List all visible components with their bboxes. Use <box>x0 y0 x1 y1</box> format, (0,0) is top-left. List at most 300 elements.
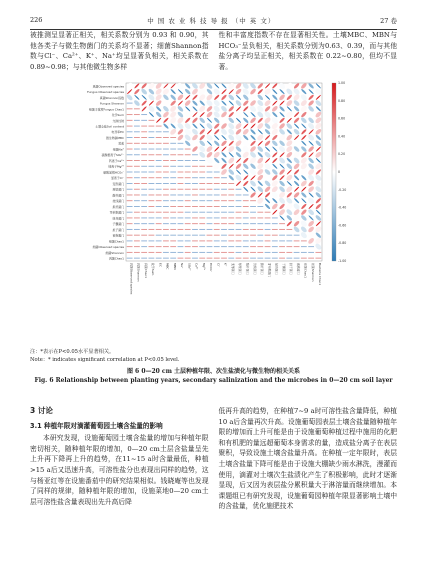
correlation-value-mark <box>163 183 169 184</box>
page-number: 226 <box>30 16 43 24</box>
correlation-value-mark <box>250 223 256 224</box>
correlation-value-mark <box>199 160 205 161</box>
correlation-value-mark <box>127 183 133 184</box>
correlation-value-mark <box>221 235 227 236</box>
column-label: 子囊菌门 <box>281 263 286 275</box>
correlation-value-mark <box>221 189 227 190</box>
correlation-value-mark <box>127 177 133 178</box>
colorbar-tick-label: -0.60 <box>338 223 347 228</box>
correlation-value-mark <box>221 246 227 247</box>
top-left-paragraph: 被推测呈显著正相关，相关系数分别为 0.93 和 0.90，其他各类子与微生物菌门的关系均不显著；细菌Shannon指数与Cl⁻、Ca²⁺、K⁺、Na⁺均呈显著负相关，相关系数在 0.89~0.98；与其他微生物多样 <box>30 31 209 71</box>
correlation-value-mark <box>163 143 169 144</box>
correlation-value-mark <box>134 166 140 167</box>
correlation-value-mark <box>127 137 133 138</box>
correlation-value-mark <box>141 126 147 127</box>
correlation-value-mark <box>156 240 162 241</box>
correlation-value-mark <box>214 206 220 207</box>
correlation-value-mark <box>149 154 155 155</box>
correlation-value-mark <box>236 252 242 253</box>
column-label: EC <box>158 263 163 267</box>
correlation-value-mark <box>163 217 169 218</box>
correlation-value-mark <box>192 177 198 178</box>
correlation-value-mark <box>228 235 234 236</box>
correlation-value-mark <box>301 246 307 247</box>
column-label: 放线菌门 <box>252 263 257 275</box>
top-text-block <box>30 30 397 72</box>
correlation-value-mark <box>127 172 133 173</box>
correlation-value-mark <box>192 154 198 155</box>
correlation-value-mark <box>221 240 227 241</box>
correlation-value-mark <box>192 229 198 230</box>
correlation-value-mark <box>279 235 285 236</box>
correlation-value-mark <box>141 252 147 253</box>
correlation-value-mark <box>185 166 191 167</box>
correlation-value-mark <box>127 235 133 236</box>
correlation-value-mark <box>214 200 220 201</box>
correlation-value-mark <box>265 240 271 241</box>
correlation-value-mark <box>170 200 176 201</box>
correlation-value-mark <box>250 212 256 213</box>
correlation-value-mark <box>149 120 155 121</box>
correlation-value-mark <box>192 166 198 167</box>
row-label: 厚壁菌门 <box>112 187 124 192</box>
correlation-value-mark <box>149 143 155 144</box>
correlation-value-mark <box>185 154 191 155</box>
correlation-value-mark <box>308 246 314 247</box>
row-label: 氯离子Cl⁻ <box>110 176 124 181</box>
correlation-value-mark <box>141 246 147 247</box>
correlation-value-mark <box>207 200 213 201</box>
correlation-value-mark <box>134 137 140 138</box>
column-label: 真菌Shannon <box>136 263 141 282</box>
correlation-value-mark <box>236 206 242 207</box>
correlation-value-mark <box>170 217 176 218</box>
correlation-value-mark <box>243 235 249 236</box>
correlation-value-mark <box>294 252 300 253</box>
correlation-value-mark <box>228 217 234 218</box>
correlation-value-mark <box>243 246 249 247</box>
colorbar-tick-label: 0.60 <box>338 116 346 121</box>
correlation-value-mark <box>301 240 307 241</box>
correlation-value-mark <box>286 235 292 236</box>
correlation-value-mark <box>199 166 205 167</box>
correlation-value-mark <box>170 172 176 173</box>
correlation-value-mark <box>127 149 133 150</box>
row-label: 钙离子Ca²⁺ <box>108 158 124 163</box>
row-label: 真菌Chao1 <box>108 256 124 261</box>
correlation-value-mark <box>127 212 133 213</box>
correlation-value-mark <box>250 229 256 230</box>
correlation-value-mark <box>134 195 140 196</box>
correlation-value-mark <box>134 235 140 236</box>
correlation-value-mark <box>127 114 133 115</box>
correlation-value-mark <box>127 206 133 207</box>
column-label: SO₄²⁻ <box>187 263 192 271</box>
correlation-value-mark <box>192 217 198 218</box>
colorbar-tick-label: 0 <box>338 170 341 174</box>
correlation-value-mark <box>141 160 147 161</box>
correlation-value-mark <box>228 229 234 230</box>
correlation-value-mark <box>163 235 169 236</box>
correlation-value-mark <box>149 183 155 184</box>
colorbar-tick-label: 0.40 <box>338 134 346 139</box>
row-label: 担子菌门 <box>112 227 124 232</box>
correlation-value-mark <box>156 183 162 184</box>
correlation-value-mark <box>185 240 191 241</box>
correlation-value-mark <box>134 206 140 207</box>
correlation-value-mark <box>134 183 140 184</box>
correlation-value-mark <box>185 223 191 224</box>
correlation-value-mark <box>236 200 242 201</box>
correlation-value-mark <box>134 189 140 190</box>
correlation-value-mark <box>243 217 249 218</box>
correlation-value-mark <box>163 240 169 241</box>
caption-english: Fig. 6 Relationship between planting years, secondary salinization and the microbes in 0—20 cm soil layer <box>34 376 393 384</box>
correlation-value-mark <box>156 235 162 236</box>
correlation-value-mark <box>134 223 140 224</box>
correlation-value-mark <box>185 149 191 150</box>
correlation-value-mark <box>170 258 176 259</box>
row-label: 拟杆菌门 <box>112 204 124 209</box>
correlation-value-mark <box>185 206 191 207</box>
correlation-value-mark <box>199 240 205 241</box>
correlation-value-mark <box>134 149 140 150</box>
correlation-value-mark <box>163 189 169 190</box>
correlation-value-mark <box>207 258 213 259</box>
correlation-value-mark <box>134 258 140 259</box>
correlation-value-mark <box>178 212 184 213</box>
correlation-value-mark <box>163 177 169 178</box>
correlation-value-mark <box>257 246 263 247</box>
correlation-value-mark <box>192 223 198 224</box>
correlation-value-mark <box>163 200 169 201</box>
correlation-value-mark <box>178 177 184 178</box>
correlation-value-mark <box>185 177 191 178</box>
correlation-value-mark <box>199 246 205 247</box>
correlation-value-mark <box>221 217 227 218</box>
correlation-value-mark <box>141 114 147 115</box>
row-label: 细菌丰富度Fungus Chao1 <box>89 107 124 112</box>
section-title: 3 讨论 <box>30 406 53 415</box>
correlation-value-mark <box>199 206 205 207</box>
colorbar-tick-label: -0.40 <box>338 205 347 210</box>
correlation-value-mark <box>134 160 140 161</box>
correlation-value-mark <box>141 229 147 230</box>
column-label: 变形菌门 <box>230 263 235 275</box>
correlation-value-mark <box>149 195 155 196</box>
correlation-value-mark <box>199 229 205 230</box>
column-label: 芽单胞菌门 <box>267 263 272 278</box>
correlation-value-mark <box>156 149 162 150</box>
correlation-value-mark <box>149 126 155 127</box>
column-label: 担子菌门 <box>289 263 294 275</box>
correlation-value-mark <box>228 246 234 247</box>
correlation-value-mark <box>127 217 133 218</box>
correlation-value-mark <box>228 200 234 201</box>
column-label: 真菌Chao1 <box>143 263 148 279</box>
correlation-value-mark <box>192 200 198 201</box>
correlation-value-mark <box>163 258 169 259</box>
correlation-value-mark <box>178 172 184 173</box>
correlation-value-mark <box>127 246 133 247</box>
colorbar-tick-label: 0.20 <box>338 152 346 157</box>
row-label: 放线菌门 <box>112 199 124 204</box>
correlation-value-mark <box>185 235 191 236</box>
colorbar-tick-label: -1.00 <box>338 259 347 263</box>
column-label: Mg²⁺ <box>201 263 206 271</box>
correlation-value-mark <box>286 240 292 241</box>
correlation-value-mark <box>156 189 162 190</box>
correlation-value-mark <box>236 235 242 236</box>
correlation-value-mark <box>192 235 198 236</box>
correlation-value-mark <box>127 195 133 196</box>
row-label: 氮素 <box>118 141 124 146</box>
correlation-value-mark <box>243 223 249 224</box>
column-label: 酸杆菌门 <box>245 263 250 275</box>
correlation-value-mark <box>221 212 227 213</box>
correlation-value-mark <box>170 195 176 196</box>
correlation-value-mark <box>156 166 162 167</box>
row-label: 硫酸根离子SO₄²⁻ <box>101 153 124 158</box>
correlation-value-mark <box>149 252 155 253</box>
correlation-value-mark <box>236 195 242 196</box>
column-label: 拟杆菌门 <box>260 263 265 275</box>
row-label: 电导率EC <box>111 130 124 135</box>
correlation-value-mark <box>257 252 263 253</box>
row-label: Fungus Shannon <box>100 101 124 106</box>
correlation-value-mark <box>178 258 184 259</box>
correlation-value-mark <box>170 183 176 184</box>
correlation-value-mark <box>163 160 169 161</box>
column-label: Cl⁻ <box>216 263 221 268</box>
correlation-value-mark <box>236 223 242 224</box>
correlation-value-mark <box>149 206 155 207</box>
correlation-value-mark <box>207 177 213 178</box>
correlation-value-mark <box>243 252 249 253</box>
correlation-value-mark <box>272 258 278 259</box>
correlation-value-mark <box>141 131 147 132</box>
correlation-value-mark <box>134 177 140 178</box>
correlation-value-mark <box>214 229 220 230</box>
correlation-value-mark <box>286 229 292 230</box>
row-label: 微生物碳MBC <box>105 135 124 140</box>
correlation-value-mark <box>228 252 234 253</box>
correlation-value-mark <box>199 177 205 178</box>
correlation-value-mark <box>214 235 220 236</box>
correlation-value-mark <box>243 229 249 230</box>
correlation-value-mark <box>134 252 140 253</box>
correlation-value-mark <box>207 166 213 167</box>
column-label: 化学Sum <box>151 263 156 276</box>
correlation-value-mark <box>156 217 162 218</box>
correlation-value-mark <box>308 258 314 259</box>
figure-note <box>30 349 397 364</box>
correlation-value-mark <box>199 200 205 201</box>
correlation-value-mark <box>265 246 271 247</box>
correlation-value-mark <box>207 235 213 236</box>
correlation-value-mark <box>243 258 249 259</box>
correlation-value-mark <box>170 252 176 253</box>
correlation-value-mark <box>279 240 285 241</box>
correlation-value-mark <box>257 258 263 259</box>
correlation-value-mark <box>265 252 271 253</box>
correlation-value-mark <box>149 131 155 132</box>
correlation-value-mark <box>272 217 278 218</box>
correlation-value-mark <box>141 206 147 207</box>
correlation-value-mark <box>192 258 198 259</box>
correlation-value-mark <box>236 258 242 259</box>
correlation-value-mark <box>250 217 256 218</box>
correlation-value-mark <box>149 246 155 247</box>
correlation-value-mark <box>236 189 242 190</box>
correlation-value-mark <box>272 223 278 224</box>
correlation-value-mark <box>250 200 256 201</box>
correlation-value-mark <box>127 189 133 190</box>
correlation-value-mark <box>236 217 242 218</box>
correlation-value-mark <box>127 160 133 161</box>
row-label: Fungus Observed species <box>87 90 124 95</box>
correlation-value-mark <box>156 137 162 138</box>
volume-label: 27 卷 <box>380 16 397 25</box>
correlation-value-mark <box>207 206 213 207</box>
correlation-value-mark <box>156 177 162 178</box>
correlation-value-mark <box>279 223 285 224</box>
correlation-value-mark <box>214 252 220 253</box>
correlation-value-mark <box>163 195 169 196</box>
row-label: 土壤全盐Soil content <box>95 124 124 129</box>
correlation-value-mark <box>141 120 147 121</box>
correlation-value-mark <box>192 183 198 184</box>
correlation-heatmap-figure <box>64 79 364 343</box>
correlation-value-mark <box>156 252 162 253</box>
correlation-value-mark <box>192 246 198 247</box>
correlation-value-mark <box>141 183 147 184</box>
correlation-value-mark <box>141 172 147 173</box>
correlation-value-mark <box>149 217 155 218</box>
correlation-value-mark <box>170 189 176 190</box>
correlation-value-mark <box>214 240 220 241</box>
correlation-value-mark <box>207 252 213 253</box>
correlation-value-mark <box>199 189 205 190</box>
row-label: 镁离子Mg²⁺ <box>108 164 124 169</box>
correlation-value-mark <box>141 154 147 155</box>
discussion-block <box>30 406 397 512</box>
correlation-value-mark <box>199 183 205 184</box>
correlation-value-mark <box>163 223 169 224</box>
correlation-value-mark <box>127 108 133 109</box>
correlation-value-mark <box>178 206 184 207</box>
correlation-value-mark <box>199 212 205 213</box>
correlation-value-mark <box>272 229 278 230</box>
correlation-value-mark <box>134 217 140 218</box>
correlation-value-mark <box>178 240 184 241</box>
correlation-value-mark <box>163 229 169 230</box>
correlation-value-mark <box>207 195 213 196</box>
correlation-value-mark <box>265 235 271 236</box>
correlation-value-mark <box>170 229 176 230</box>
correlation-value-mark <box>250 235 256 236</box>
correlation-value-mark <box>149 200 155 201</box>
correlation-value-mark <box>214 246 220 247</box>
correlation-value-mark <box>141 258 147 259</box>
correlation-value-mark <box>163 246 169 247</box>
colorbar-tick-label: -0.20 <box>338 187 347 192</box>
correlation-value-mark <box>214 212 220 213</box>
correlation-value-mark <box>134 108 140 109</box>
correlation-value-mark <box>178 166 184 167</box>
correlation-value-mark <box>127 229 133 230</box>
correlation-value-mark <box>141 166 147 167</box>
row-label: 细菌Observed species <box>92 245 124 250</box>
correlation-value-mark <box>214 195 220 196</box>
correlation-value-mark <box>127 166 133 167</box>
correlation-value-mark <box>134 229 140 230</box>
correlation-value-mark <box>185 258 191 259</box>
correlation-value-mark <box>257 217 263 218</box>
correlation-value-mark <box>286 246 292 247</box>
discussion-left <box>30 406 209 512</box>
correlation-value-mark <box>236 246 242 247</box>
correlation-value-mark <box>286 258 292 259</box>
correlation-value-mark <box>236 229 242 230</box>
column-label: 细菌Chao1 <box>303 263 308 279</box>
correlation-value-mark <box>257 212 263 213</box>
correlation-value-mark <box>170 246 176 247</box>
correlation-value-mark <box>192 172 198 173</box>
colorbar-tick-label: -0.80 <box>338 241 347 246</box>
row-label: 碳酸氢根HCO₃⁻ <box>103 170 124 175</box>
correlation-value-mark <box>134 126 140 127</box>
correlation-value-mark <box>228 212 234 213</box>
correlation-value-mark <box>178 195 184 196</box>
correlation-value-mark <box>127 154 133 155</box>
correlation-value-mark <box>185 172 191 173</box>
correlation-value-mark <box>156 172 162 173</box>
correlation-value-mark <box>163 154 169 155</box>
correlation-value-mark <box>127 240 133 241</box>
correlation-value-mark <box>156 223 162 224</box>
correlation-value-mark <box>170 166 176 167</box>
correlation-value-mark <box>127 252 133 253</box>
correlation-value-mark <box>207 212 213 213</box>
correlation-value-mark <box>178 252 184 253</box>
colorbar <box>332 83 336 261</box>
correlation-value-mark <box>221 195 227 196</box>
row-label: 细菌Chao1 <box>108 239 124 244</box>
figure-caption <box>30 368 397 385</box>
correlation-value-mark <box>228 189 234 190</box>
column-label: 厚壁菌门 <box>238 263 243 275</box>
correlation-value-mark <box>265 229 271 230</box>
correlation-value-mark <box>257 240 263 241</box>
correlation-value-mark <box>257 223 263 224</box>
top-right-paragraph: 性和丰富度指数不存在显著相关性。土壤MBC、MBN与HCO₃⁻呈负相关，相关系数分别为0.63、0.39，而与其他盐分离子均呈正相关，相关系数在 0.22~0.80，但均不显著。 <box>218 31 397 71</box>
correlation-value-mark <box>294 235 300 236</box>
column-label: 真菌Observed species <box>129 263 134 295</box>
correlation-value-mark <box>185 195 191 196</box>
correlation-value-mark <box>236 240 242 241</box>
correlation-value-mark <box>127 103 133 104</box>
correlation-value-mark <box>178 246 184 247</box>
correlation-value-mark <box>185 160 191 161</box>
correlation-value-mark <box>156 206 162 207</box>
correlation-value-mark <box>163 172 169 173</box>
correlation-value-mark <box>149 177 155 178</box>
correlation-value-mark <box>250 252 256 253</box>
correlation-value-mark <box>214 217 220 218</box>
correlation-value-mark <box>308 252 314 253</box>
correlation-value-mark <box>178 143 184 144</box>
